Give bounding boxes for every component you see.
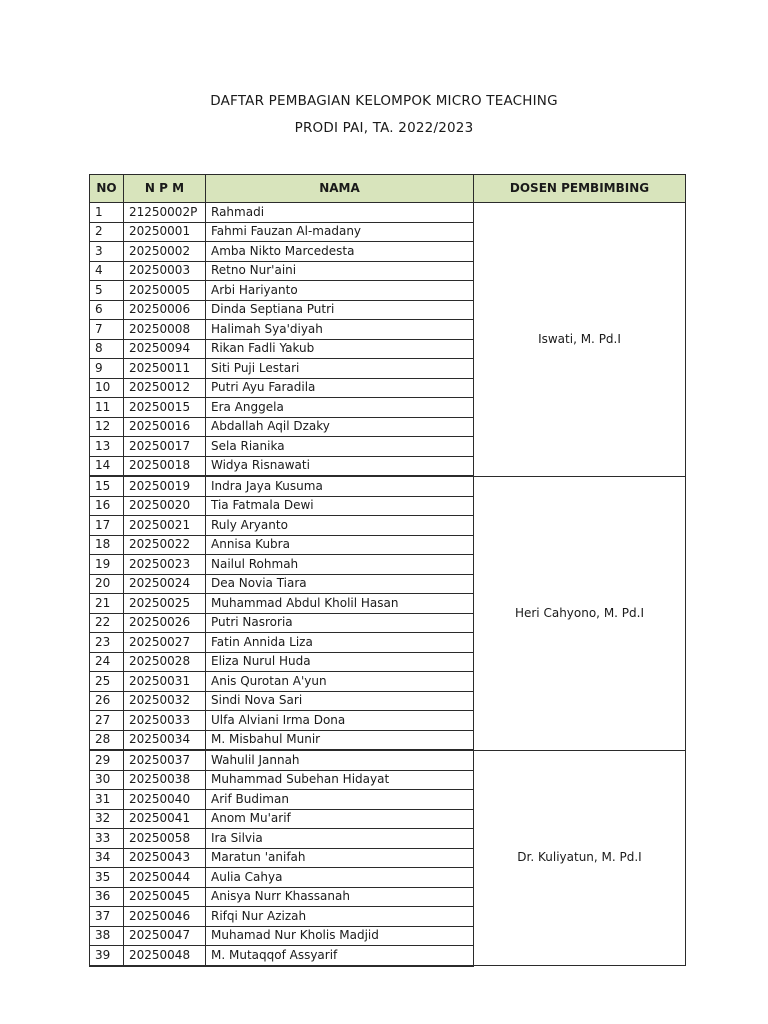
- cell-npm: 20250038: [124, 770, 206, 790]
- cell-no: 19: [90, 555, 124, 575]
- group-table: [89, 174, 686, 967]
- cell-no: 9: [90, 359, 124, 379]
- cell-npm: 20250018: [124, 456, 206, 476]
- cell-nama: Muhammad Subehan Hidayat: [206, 770, 474, 790]
- cell-nama: Arif Budiman: [206, 790, 474, 810]
- cell-npm: 20250048: [124, 946, 206, 966]
- cell-npm: 20250012: [124, 378, 206, 398]
- cell-nama: Indra Jaya Kusuma: [206, 476, 474, 496]
- table-row: [90, 476, 686, 496]
- cell-no: 33: [90, 829, 124, 849]
- header-npm: N P M: [124, 175, 206, 203]
- cell-no: 25: [90, 672, 124, 692]
- cell-no: 4: [90, 261, 124, 281]
- cell-npm: 20250032: [124, 691, 206, 711]
- table-row: [90, 203, 686, 223]
- cell-npm: 20250058: [124, 829, 206, 849]
- cell-nama: M. Misbahul Munir: [206, 730, 474, 750]
- cell-npm: 20250047: [124, 926, 206, 946]
- cell-no: 3: [90, 242, 124, 262]
- cell-nama: Ira Silvia: [206, 829, 474, 849]
- cell-nama: Dinda Septiana Putri: [206, 300, 474, 320]
- cell-nama: Arbi Hariyanto: [206, 281, 474, 301]
- cell-nama: Wahulil Jannah: [206, 750, 474, 770]
- cell-nama: Retno Nur'aini: [206, 261, 474, 281]
- cell-no: 5: [90, 281, 124, 301]
- document-title: DAFTAR PEMBAGIAN KELOMPOK MICRO TEACHING: [210, 93, 558, 109]
- cell-npm: 20250027: [124, 633, 206, 653]
- cell-npm: 20250016: [124, 417, 206, 437]
- cell-npm: 20250022: [124, 535, 206, 555]
- cell-nama: Rifqi Nur Azizah: [206, 907, 474, 927]
- cell-no: 21: [90, 594, 124, 614]
- cell-npm: 20250026: [124, 613, 206, 633]
- cell-no: 29: [90, 750, 124, 770]
- cell-npm: 20250015: [124, 398, 206, 418]
- cell-no: 6: [90, 300, 124, 320]
- cell-no: 34: [90, 848, 124, 868]
- cell-nama: Era Anggela: [206, 398, 474, 418]
- cell-no: 39: [90, 946, 124, 966]
- cell-no: 35: [90, 868, 124, 888]
- cell-no: 24: [90, 652, 124, 672]
- cell-npm: 20250008: [124, 320, 206, 340]
- cell-npm: 20250025: [124, 594, 206, 614]
- cell-nama: Fatin Annida Liza: [206, 633, 474, 653]
- cell-npm: 20250028: [124, 652, 206, 672]
- cell-no: 17: [90, 516, 124, 536]
- cell-npm: 20250011: [124, 359, 206, 379]
- cell-npm: 20250043: [124, 848, 206, 868]
- cell-no: 32: [90, 809, 124, 829]
- cell-no: 2: [90, 222, 124, 242]
- cell-nama: Sela Rianika: [206, 437, 474, 457]
- cell-npm: 20250019: [124, 476, 206, 496]
- cell-npm: 20250037: [124, 750, 206, 770]
- cell-nama: Anom Mu'arif: [206, 809, 474, 829]
- cell-nama: Muhammad Abdul Kholil Hasan: [206, 594, 474, 614]
- cell-nama: Annisa Kubra: [206, 535, 474, 555]
- cell-npm: 21250002P: [124, 203, 206, 223]
- cell-dosen: Dr. Kuliyatun, M. Pd.I: [474, 750, 686, 966]
- cell-no: 14: [90, 456, 124, 476]
- cell-nama: Ruly Aryanto: [206, 516, 474, 536]
- cell-no: 20: [90, 574, 124, 594]
- cell-nama: Aulia Cahya: [206, 868, 474, 888]
- cell-no: 28: [90, 730, 124, 750]
- cell-nama: Widya Risnawati: [206, 456, 474, 476]
- cell-nama: Amba Nikto Marcedesta: [206, 242, 474, 262]
- cell-dosen: Heri Cahyono, M. Pd.I: [474, 476, 686, 750]
- cell-npm: 20250044: [124, 868, 206, 888]
- cell-no: 26: [90, 691, 124, 711]
- cell-nama: Maratun 'anifah: [206, 848, 474, 868]
- cell-npm: 20250041: [124, 809, 206, 829]
- cell-dosen: Iswati, M. Pd.I: [474, 203, 686, 477]
- cell-no: 12: [90, 417, 124, 437]
- cell-nama: Abdallah Aqil Dzaky: [206, 417, 474, 437]
- cell-no: 15: [90, 476, 124, 496]
- cell-nama: Putri Ayu Faradila: [206, 378, 474, 398]
- cell-npm: 20250006: [124, 300, 206, 320]
- cell-nama: Sindi Nova Sari: [206, 691, 474, 711]
- cell-npm: 20250046: [124, 907, 206, 927]
- cell-nama: Anisya Nurr Khassanah: [206, 887, 474, 907]
- cell-no: 10: [90, 378, 124, 398]
- table-row: [90, 750, 686, 770]
- header-dosen: DOSEN PEMBIMBING: [474, 175, 686, 203]
- cell-nama: Tia Fatmala Dewi: [206, 496, 474, 516]
- header-no: NO: [90, 175, 124, 203]
- cell-npm: 20250031: [124, 672, 206, 692]
- cell-no: 8: [90, 339, 124, 359]
- cell-nama: Rikan Fadli Yakub: [206, 339, 474, 359]
- cell-nama: M. Mutaqqof Assyarif: [206, 946, 474, 966]
- cell-no: 16: [90, 496, 124, 516]
- table-body: [90, 203, 686, 966]
- cell-npm: 20250003: [124, 261, 206, 281]
- cell-nama: Anis Qurotan A'yun: [206, 672, 474, 692]
- cell-no: 37: [90, 907, 124, 927]
- cell-nama: Siti Puji Lestari: [206, 359, 474, 379]
- cell-npm: 20250020: [124, 496, 206, 516]
- cell-no: 18: [90, 535, 124, 555]
- cell-nama: Dea Novia Tiara: [206, 574, 474, 594]
- cell-no: 22: [90, 613, 124, 633]
- cell-npm: 20250094: [124, 339, 206, 359]
- cell-no: 1: [90, 203, 124, 223]
- cell-no: 7: [90, 320, 124, 340]
- cell-no: 38: [90, 926, 124, 946]
- cell-nama: Ulfa Alviani Irma Dona: [206, 711, 474, 731]
- cell-no: 13: [90, 437, 124, 457]
- cell-no: 27: [90, 711, 124, 731]
- cell-no: 30: [90, 770, 124, 790]
- header-nama: NAMA: [206, 175, 474, 203]
- document-subtitle: PRODI PAI, TA. 2022/2023: [294, 120, 474, 136]
- cell-nama: Eliza Nurul Huda: [206, 652, 474, 672]
- cell-npm: 20250045: [124, 887, 206, 907]
- cell-no: 11: [90, 398, 124, 418]
- cell-npm: 20250023: [124, 555, 206, 575]
- cell-no: 31: [90, 790, 124, 810]
- cell-nama: Putri Nasroria: [206, 613, 474, 633]
- cell-nama: Rahmadi: [206, 203, 474, 223]
- cell-npm: 20250021: [124, 516, 206, 536]
- header-row: [90, 175, 686, 203]
- cell-no: 36: [90, 887, 124, 907]
- cell-nama: Muhamad Nur Kholis Madjid: [206, 926, 474, 946]
- cell-nama: Halimah Sya'diyah: [206, 320, 474, 340]
- cell-npm: 20250017: [124, 437, 206, 457]
- cell-nama: Fahmi Fauzan Al-madany: [206, 222, 474, 242]
- cell-npm: 20250001: [124, 222, 206, 242]
- cell-npm: 20250002: [124, 242, 206, 262]
- cell-npm: 20250040: [124, 790, 206, 810]
- cell-nama: Nailul Rohmah: [206, 555, 474, 575]
- cell-npm: 20250033: [124, 711, 206, 731]
- cell-npm: 20250005: [124, 281, 206, 301]
- cell-npm: 20250034: [124, 730, 206, 750]
- cell-no: 23: [90, 633, 124, 653]
- cell-npm: 20250024: [124, 574, 206, 594]
